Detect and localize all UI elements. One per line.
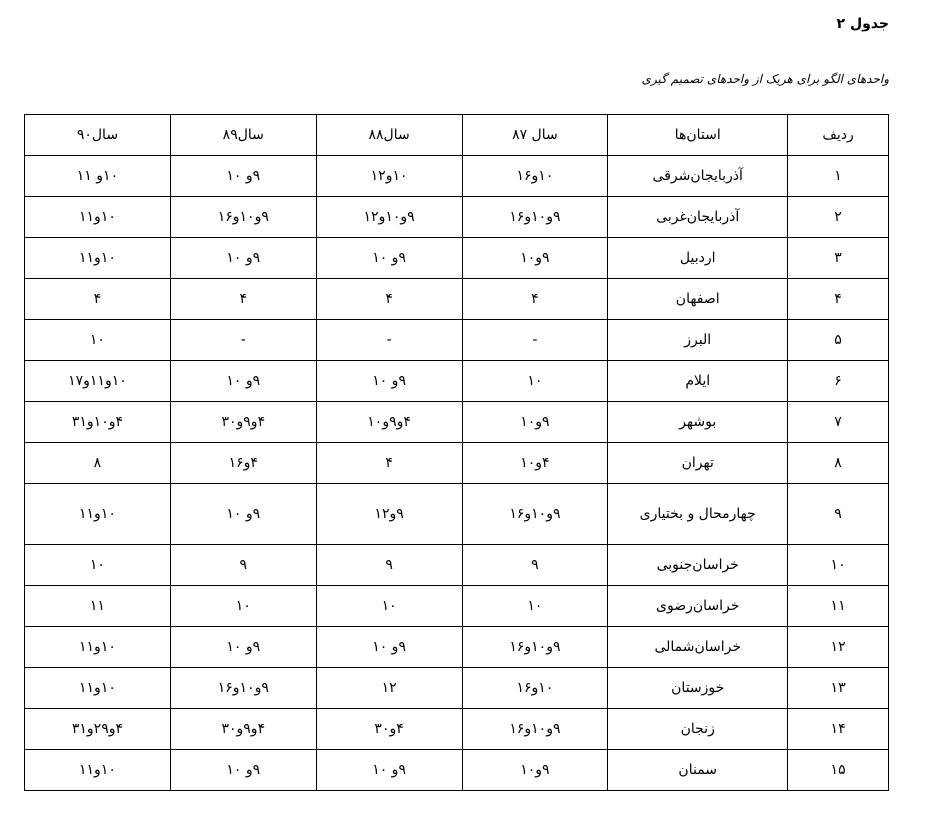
year-90-cell: ۱۰و۱۱: [25, 197, 171, 238]
year-90-cell: ۴و۱۰و۳۱: [25, 402, 171, 443]
table-row: [25, 320, 889, 361]
table-row: [25, 668, 889, 709]
year-90-cell: ۱۰و۱۱و۱۷: [25, 361, 171, 402]
year-88-cell: ۹و ۱۰: [316, 361, 462, 402]
year-89-cell: ۹و ۱۰: [170, 627, 316, 668]
province-cell: ایلام: [608, 361, 788, 402]
year-90-cell: ۴: [25, 279, 171, 320]
year-87-cell: ۱۰و۱۶: [462, 668, 608, 709]
year-89-cell: ۱۰: [170, 586, 316, 627]
column-header-year-90: سال۹۰: [25, 115, 171, 156]
year-87-cell: ۱۰: [462, 586, 608, 627]
year-88-cell: ۱۰: [316, 586, 462, 627]
header-row: [25, 115, 889, 156]
year-90-cell: ۱۱: [25, 586, 171, 627]
year-87-cell: ۴و۱۰: [462, 443, 608, 484]
year-88-cell: -: [316, 320, 462, 361]
year-90-cell: ۱۰و۱۱: [25, 627, 171, 668]
province-cell: اردبیل: [608, 238, 788, 279]
row-number-cell: ۹: [788, 484, 889, 545]
table-row: [25, 709, 889, 750]
year-89-cell: ۹و ۱۰: [170, 238, 316, 279]
data-table: [24, 114, 889, 791]
table-row: [25, 443, 889, 484]
table-row: [25, 484, 889, 545]
province-cell: چهارمحال و بختیاری: [608, 484, 788, 545]
year-89-cell: ۴و۹و۳۰: [170, 402, 316, 443]
year-90-cell: ۱۰: [25, 545, 171, 586]
year-88-cell: ۹و۱۰و۱۲: [316, 197, 462, 238]
row-number-cell: ۳: [788, 238, 889, 279]
table-title: جدول ۲: [836, 16, 889, 32]
year-90-cell: ۱۰و ۱۱: [25, 156, 171, 197]
row-number-cell: ۱۵: [788, 750, 889, 791]
row-number-cell: ۸: [788, 443, 889, 484]
year-87-cell: ۹و۱۰و۱۶: [462, 709, 608, 750]
year-89-cell: ۴: [170, 279, 316, 320]
year-90-cell: ۸: [25, 443, 171, 484]
year-87-cell: ۹و۱۰و۱۶: [462, 627, 608, 668]
row-number-cell: ۴: [788, 279, 889, 320]
year-89-cell: ۹: [170, 545, 316, 586]
province-cell: خراسان‌رضوی: [608, 586, 788, 627]
row-number-cell: ۱۴: [788, 709, 889, 750]
year-90-cell: ۱۰و۱۱: [25, 484, 171, 545]
table-row: [25, 361, 889, 402]
year-89-cell: -: [170, 320, 316, 361]
year-87-cell: ۹و۱۰: [462, 402, 608, 443]
year-87-cell: -: [462, 320, 608, 361]
year-89-cell: ۹و ۱۰: [170, 156, 316, 197]
year-87-cell: ۹و۱۰و۱۶: [462, 484, 608, 545]
column-header-radif: ردیف: [788, 115, 889, 156]
column-header-province: استان‌ها: [608, 115, 788, 156]
year-87-cell: ۱۰و۱۶: [462, 156, 608, 197]
row-number-cell: ۱۳: [788, 668, 889, 709]
year-90-cell: ۴و۲۹و۳۱: [25, 709, 171, 750]
year-88-cell: ۴: [316, 443, 462, 484]
row-number-cell: ۷: [788, 402, 889, 443]
province-cell: بوشهر: [608, 402, 788, 443]
row-number-cell: ۲: [788, 197, 889, 238]
year-90-cell: ۱۰و۱۱: [25, 238, 171, 279]
column-header-year-89: سال۸۹: [170, 115, 316, 156]
column-header-year-88: سال۸۸: [316, 115, 462, 156]
year-88-cell: ۴: [316, 279, 462, 320]
province-cell: خراسان‌شمالی: [608, 627, 788, 668]
province-cell: تهران: [608, 443, 788, 484]
year-87-cell: ۴: [462, 279, 608, 320]
year-87-cell: ۹و۱۰: [462, 238, 608, 279]
year-87-cell: ۱۰: [462, 361, 608, 402]
row-number-cell: ۱: [788, 156, 889, 197]
year-88-cell: ۴و۹و۱۰: [316, 402, 462, 443]
year-89-cell: ۹و ۱۰: [170, 750, 316, 791]
year-87-cell: ۹و۱۰: [462, 750, 608, 791]
province-cell: خوزستان: [608, 668, 788, 709]
row-number-cell: ۶: [788, 361, 889, 402]
province-cell: زنجان: [608, 709, 788, 750]
table-row: [25, 545, 889, 586]
table-row: [25, 627, 889, 668]
row-number-cell: ۱۲: [788, 627, 889, 668]
table-row: [25, 238, 889, 279]
table-row: [25, 197, 889, 238]
province-cell: خراسان‌جنوبی: [608, 545, 788, 586]
column-header-year-87: سال ۸۷: [462, 115, 608, 156]
table-row: [25, 279, 889, 320]
province-cell: آذربایجان‌شرقی: [608, 156, 788, 197]
year-88-cell: ۹: [316, 545, 462, 586]
year-90-cell: ۱۰و۱۱: [25, 750, 171, 791]
table-row: [25, 156, 889, 197]
year-88-cell: ۱۰و۱۲: [316, 156, 462, 197]
table-row: [25, 586, 889, 627]
year-89-cell: ۴و۹و۳۰: [170, 709, 316, 750]
year-88-cell: ۹و ۱۰: [316, 238, 462, 279]
year-89-cell: ۹و ۱۰: [170, 484, 316, 545]
province-cell: اصفهان: [608, 279, 788, 320]
table-caption: واحدهای الگو برای هریک از واحدهای تصمیم گیری: [641, 72, 889, 86]
year-88-cell: ۹و ۱۰: [316, 750, 462, 791]
year-88-cell: ۹و ۱۰: [316, 627, 462, 668]
row-number-cell: ۵: [788, 320, 889, 361]
province-cell: آذربایجان‌غربی: [608, 197, 788, 238]
table-row: [25, 750, 889, 791]
year-89-cell: ۴و۱۶: [170, 443, 316, 484]
year-89-cell: ۹و ۱۰: [170, 361, 316, 402]
year-90-cell: ۱۰و۱۱: [25, 668, 171, 709]
province-cell: البرز: [608, 320, 788, 361]
year-89-cell: ۹و۱۰و۱۶: [170, 668, 316, 709]
year-87-cell: ۹و۱۰و۱۶: [462, 197, 608, 238]
year-90-cell: ۱۰: [25, 320, 171, 361]
province-cell: سمنان: [608, 750, 788, 791]
year-87-cell: ۹: [462, 545, 608, 586]
table-row: [25, 402, 889, 443]
year-88-cell: ۱۲: [316, 668, 462, 709]
year-88-cell: ۴و۳۰: [316, 709, 462, 750]
row-number-cell: ۱۰: [788, 545, 889, 586]
year-89-cell: ۹و۱۰و۱۶: [170, 197, 316, 238]
year-88-cell: ۹و۱۲: [316, 484, 462, 545]
row-number-cell: ۱۱: [788, 586, 889, 627]
